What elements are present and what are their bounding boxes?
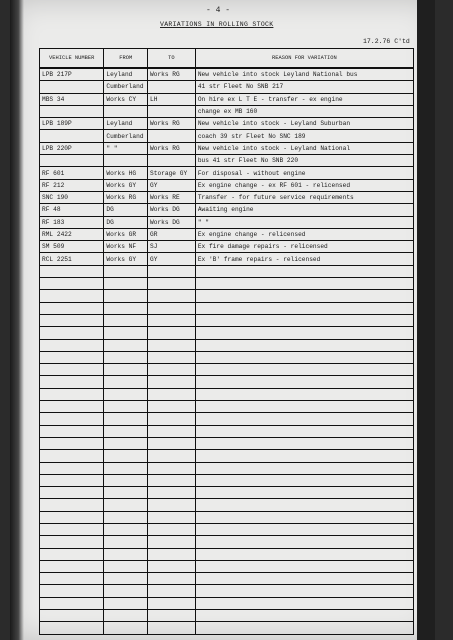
cell-to [148,474,196,486]
table-row [40,339,414,351]
cell-vehicle-number: RF 212 [40,179,104,191]
table-row [40,401,414,413]
cell-from [104,474,148,486]
cell-vehicle-number [40,278,104,290]
table-row [40,585,414,597]
cell-to [148,351,196,363]
cell-to [148,376,196,388]
cell-vehicle-number: LPB 217P [40,68,104,81]
cell-reason [195,327,413,339]
cell-vehicle-number [40,425,104,437]
cell-to [148,523,196,535]
cell-vehicle-number [40,585,104,597]
cell-reason [195,413,413,425]
cell-from [104,401,148,413]
cell-reason [195,437,413,449]
table-row [40,523,414,535]
cell-from [104,597,148,609]
cell-reason: Ex fire damage repairs - relicensed [195,241,413,253]
cell-to [148,327,196,339]
cell-vehicle-number [40,413,104,425]
cell-from [104,155,148,167]
cell-to [148,560,196,572]
cell-vehicle-number [40,523,104,535]
cell-from [104,462,148,474]
cell-vehicle-number [40,351,104,363]
cell-to: Works DG [148,204,196,216]
cell-from: DG [104,204,148,216]
cell-reason [195,351,413,363]
cell-vehicle-number [40,130,104,142]
cell-vehicle-number [40,265,104,277]
cell-vehicle-number [40,401,104,413]
cell-reason [195,585,413,597]
cell-to [148,499,196,511]
column-header-vehicle-number: VEHICLE NUMBER [40,49,104,69]
cell-to [148,450,196,462]
table-row [40,413,414,425]
table-row [40,68,414,81]
cell-to: Storage GY [148,167,196,179]
cell-from [104,105,148,117]
cell-vehicle-number: SM 509 [40,241,104,253]
cell-from [104,437,148,449]
cell-to [148,105,196,117]
table-row [40,450,414,462]
cell-from: Works NF [104,241,148,253]
page-number: - 4 - [206,6,231,15]
cell-from [104,425,148,437]
cell-to [148,511,196,523]
page-shadow [10,0,24,640]
cell-to: SJ [148,241,196,253]
cell-reason: On hire ex L T E - transfer - ex engine [195,93,413,105]
cell-from: Works GY [104,253,148,265]
table-row [40,376,414,388]
rolling-stock-table [39,48,414,635]
cell-to: Works RE [148,191,196,203]
cell-to [148,425,196,437]
cell-vehicle-number [40,536,104,548]
cell-from [104,622,148,634]
cell-reason [195,339,413,351]
column-header-to: TO [148,49,196,69]
table-row [40,265,414,277]
table-row [40,548,414,560]
cell-vehicle-number [40,474,104,486]
cell-reason [195,487,413,499]
cell-reason: Awaiting engine [195,204,413,216]
cell-from [104,339,148,351]
cell-from [104,376,148,388]
table-row [40,118,414,130]
cell-to [148,339,196,351]
cell-vehicle-number [40,314,104,326]
cell-reason [195,302,413,314]
table-row [40,425,414,437]
cell-to [148,597,196,609]
cell-to [148,130,196,142]
document-date: 17.2.76 C'td [363,38,410,45]
cell-to: GY [148,179,196,191]
cell-vehicle-number: SNC 190 [40,191,104,203]
cell-vehicle-number: RF 183 [40,216,104,228]
cell-reason [195,474,413,486]
table-row [40,474,414,486]
table-row [40,228,414,240]
cell-reason [195,364,413,376]
cell-reason [195,560,413,572]
cell-reason: Ex engine change - relicensed [195,228,413,240]
table-row [40,622,414,634]
cell-vehicle-number [40,511,104,523]
table-row [40,253,414,265]
cell-vehicle-number: LPB 189P [40,118,104,130]
table-row [40,167,414,179]
cell-vehicle-number [40,560,104,572]
table-header-row [40,49,414,69]
cell-to [148,388,196,400]
cell-reason: New vehicle into stock - Leyland National [195,142,413,154]
cell-from: Cumberland [104,81,148,93]
cell-vehicle-number [40,327,104,339]
table-row [40,278,414,290]
table-row [40,302,414,314]
cell-from [104,278,148,290]
cell-to [148,622,196,634]
cell-reason: New vehicle into stock Leyland National bus [195,68,413,81]
table-row [40,610,414,622]
cell-reason: For disposal - without engine [195,167,413,179]
cell-from: Works GR [104,228,148,240]
table-row [40,204,414,216]
cell-from [104,413,148,425]
table-row [40,364,414,376]
cell-reason [195,265,413,277]
table-row [40,536,414,548]
cell-from [104,548,148,560]
table-row [40,499,414,511]
cell-vehicle-number [40,499,104,511]
page-title: VARIATIONS IN ROLLING STOCK [160,21,274,28]
cell-from [104,536,148,548]
table-row [40,351,414,363]
cell-from [104,351,148,363]
table-row [40,573,414,585]
cell-vehicle-number [40,450,104,462]
cell-reason [195,573,413,585]
cell-to: GY [148,253,196,265]
table-row [40,155,414,167]
table-row [40,314,414,326]
cell-from: Works RG [104,191,148,203]
cell-vehicle-number: RF 601 [40,167,104,179]
cell-from: Works CY [104,93,148,105]
cell-vehicle-number [40,437,104,449]
cell-reason: New vehicle into stock - Leyland Suburban [195,118,413,130]
cell-to [148,536,196,548]
cell-reason: coach 39 str Fleet No SNC 189 [195,130,413,142]
cell-reason [195,314,413,326]
cell-vehicle-number: RF 48 [40,204,104,216]
cell-from: Leyland [104,118,148,130]
cell-from [104,487,148,499]
cell-reason [195,622,413,634]
cell-reason [195,610,413,622]
table-row [40,105,414,117]
cell-vehicle-number [40,388,104,400]
cell-from: DG [104,216,148,228]
cell-vehicle-number [40,548,104,560]
cell-to [148,265,196,277]
cell-vehicle-number [40,302,104,314]
cell-reason [195,597,413,609]
table-row [40,179,414,191]
cell-from: Works GY [104,179,148,191]
column-header-from: FROM [104,49,148,69]
table-row [40,290,414,302]
cell-from [104,610,148,622]
cell-reason [195,388,413,400]
table-row [40,487,414,499]
cell-to [148,573,196,585]
cell-from [104,450,148,462]
cell-vehicle-number: RML 2422 [40,228,104,240]
table-row [40,511,414,523]
cell-to [148,487,196,499]
cell-vehicle-number [40,487,104,499]
cell-vehicle-number [40,610,104,622]
cell-reason [195,511,413,523]
cell-to [148,278,196,290]
table-row [40,81,414,93]
cell-to [148,314,196,326]
cell-vehicle-number [40,573,104,585]
cell-from [104,327,148,339]
cell-reason: Transfer - for future service requirements [195,191,413,203]
cell-from [104,302,148,314]
cell-reason [195,401,413,413]
cell-to [148,585,196,597]
cell-vehicle-number: RCL 2251 [40,253,104,265]
cell-from [104,388,148,400]
cell-reason: change ex MB 160 [195,105,413,117]
cell-to: LH [148,93,196,105]
cell-to [148,302,196,314]
cell-from [104,560,148,572]
cell-to [148,81,196,93]
cell-vehicle-number [40,290,104,302]
cell-to [148,548,196,560]
table-row [40,130,414,142]
cell-vehicle-number [40,597,104,609]
table-row [40,327,414,339]
cell-to: Works DG [148,216,196,228]
column-header-reason: REASON FOR VARIATION [195,49,413,69]
cell-reason: bus 41 str Fleet No SNB 220 [195,155,413,167]
cell-to [148,155,196,167]
cell-to [148,364,196,376]
table-row [40,597,414,609]
cell-reason [195,290,413,302]
cell-from: " " [104,142,148,154]
table-row [40,216,414,228]
cell-vehicle-number [40,339,104,351]
cell-from [104,290,148,302]
scan-border [417,0,435,640]
cell-from [104,511,148,523]
table-row [40,241,414,253]
cell-vehicle-number [40,462,104,474]
table-row [40,191,414,203]
cell-from [104,523,148,535]
cell-to [148,290,196,302]
cell-from [104,364,148,376]
cell-vehicle-number [40,376,104,388]
cell-vehicle-number [40,155,104,167]
cell-from [104,573,148,585]
cell-vehicle-number [40,622,104,634]
cell-from [104,265,148,277]
cell-from [104,585,148,597]
table-row [40,93,414,105]
cell-from [104,499,148,511]
cell-from: Works HG [104,167,148,179]
cell-from: Cumberland [104,130,148,142]
table-row [40,437,414,449]
cell-reason [195,425,413,437]
cell-to: Works RG [148,118,196,130]
cell-to [148,413,196,425]
cell-vehicle-number: LPB 220P [40,142,104,154]
cell-reason [195,278,413,290]
table-row [40,462,414,474]
cell-to [148,610,196,622]
table-row [40,142,414,154]
cell-to: GR [148,228,196,240]
cell-vehicle-number [40,105,104,117]
cell-reason [195,462,413,474]
cell-to [148,401,196,413]
cell-reason [195,450,413,462]
cell-to: Works RG [148,142,196,154]
cell-reason: 41 str Fleet No SNB 217 [195,81,413,93]
cell-reason [195,499,413,511]
cell-from: Leyland [104,68,148,81]
cell-to [148,437,196,449]
cell-to: Works RG [148,68,196,81]
cell-to [148,462,196,474]
cell-reason: " " [195,216,413,228]
cell-vehicle-number [40,364,104,376]
cell-vehicle-number [40,81,104,93]
cell-reason [195,536,413,548]
cell-reason: Ex 'B' frame repairs - relicensed [195,253,413,265]
table-row [40,388,414,400]
cell-reason [195,548,413,560]
cell-from [104,314,148,326]
table-row [40,560,414,572]
cell-reason [195,376,413,388]
cell-reason: Ex engine change - ex RF 601 - relicensed [195,179,413,191]
cell-reason [195,523,413,535]
cell-vehicle-number: MBS 34 [40,93,104,105]
